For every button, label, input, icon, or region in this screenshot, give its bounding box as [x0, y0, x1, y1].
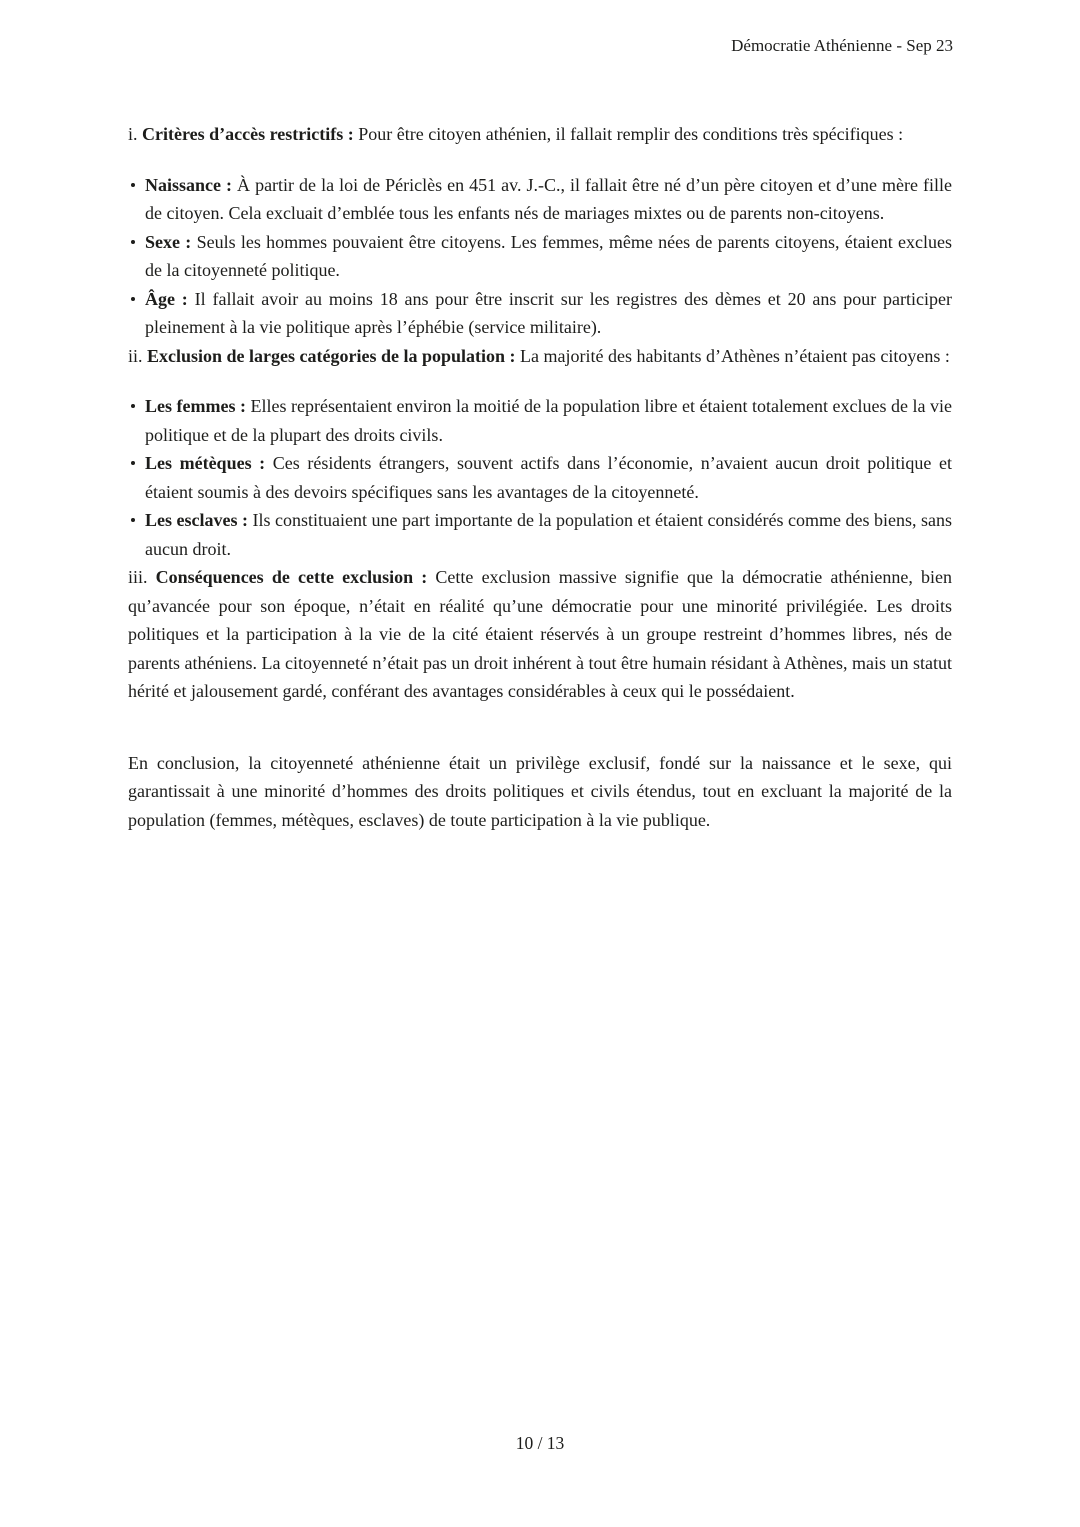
list-item: [128, 171, 952, 228]
section-title: Exclusion de larges catégories de la population :: [147, 345, 516, 366]
section-title: Critères d’accès restrictifs :: [142, 124, 354, 144]
bullet-term: Les métèques :: [145, 453, 266, 473]
list-item: [128, 228, 952, 285]
list-item: [128, 449, 952, 506]
section-heading-ii: [128, 342, 952, 371]
bullet-list-exclusions: [128, 392, 952, 563]
bullet-text: Elles représentaient environ la moitié de la population libre et étaient totalement exclues de la vie politique et de la plupart des droits civils.: [145, 396, 952, 445]
bullet-term: Sexe :: [145, 231, 192, 252]
section-intro: La majorité des habitants d’Athènes n’étaient pas citoyens :: [520, 345, 950, 366]
section-number: ii.: [128, 345, 143, 366]
page-number: 10 / 13: [515, 1433, 565, 1453]
section-intro: Pour être citoyen athénien, il fallait remplir des conditions très spécifiques :: [358, 124, 904, 144]
bullet-icon: [131, 518, 135, 522]
bullet-text: Seuls les hommes pouvaient être citoyens. Les femmes, même nées de parents citoyens, étaient exclues de la citoyenneté politique.: [145, 231, 952, 280]
bullet-text: À partir de la loi de Périclès en 451 av. J.-C., il fallait être né d’un père citoyen et d’une mère fille de citoyen. Cela excluait d’emblée tous les enfants nés de mariages mixtes ou de parents non-citoyens.: [145, 174, 952, 223]
bullet-text: Il fallait avoir au moins 18 ans pour être inscrit sur les registres des dèmes et 20 ans pour participer pleinement à la vie politique après l’éphébie (service militaire).: [145, 288, 953, 337]
bullet-term: Âge :: [145, 288, 188, 309]
list-item: [128, 285, 952, 342]
section-number: iii.: [128, 567, 148, 587]
section-heading-iii: [128, 563, 952, 706]
document-body: [128, 120, 952, 834]
bullet-icon: [131, 461, 135, 465]
bullet-icon: [131, 297, 135, 301]
bullet-term: Les esclaves :: [145, 510, 248, 530]
bullet-term: Naissance :: [145, 174, 233, 195]
list-item: [128, 392, 952, 449]
bullet-term: Les femmes :: [145, 396, 246, 416]
section-number: i.: [128, 124, 138, 144]
bullet-list-criteria: [128, 171, 952, 342]
bullet-icon: [131, 183, 135, 187]
bullet-text: Ils constituaient une part importante de la population et étaient considérés comme des biens, sans aucun droit.: [145, 510, 952, 559]
bullet-text: Ces résidents étrangers, souvent actifs dans l’économie, n’avaient aucun droit politique et étaient soumis à des devoirs spécifiques sans les avantages de la citoyenneté.: [145, 453, 952, 502]
section-body: Cette exclusion massive signifie que la démocratie athénienne, bien qu’avancée pour son époque, n’était en réalité qu’une démocratie pour une minorité privilégiée. Les droits politiques et la participation à la vie de la cité étaient réservés à un groupe restreint d’hommes libres, nés de parents athéniens. La citoyenneté n’était pas un droit inhérent à tout être humain résidant à Athènes, mais un statut hérité et jalousement gardé, conférant des avantages considérables à ceux qui le possédaient.: [128, 567, 952, 701]
bullet-icon: [131, 240, 135, 244]
list-item: [128, 506, 952, 563]
section-heading-i: [128, 120, 952, 149]
bullet-icon: [131, 404, 135, 408]
section-title: Conséquences de cette exclusion :: [155, 567, 428, 587]
document-header: Démocratie Athénienne - Sep 23: [731, 36, 953, 55]
conclusion-paragraph: En conclusion, la citoyenneté athénienne était un privilège exclusif, fondé sur la naissance et le sexe, qui garantissait à une minorité d’hommes des droits politiques et civils étendus, tout en excluant la majorité de la population (femmes, métèques, esclaves) de toute participation à la vie publique.: [128, 752, 952, 830]
